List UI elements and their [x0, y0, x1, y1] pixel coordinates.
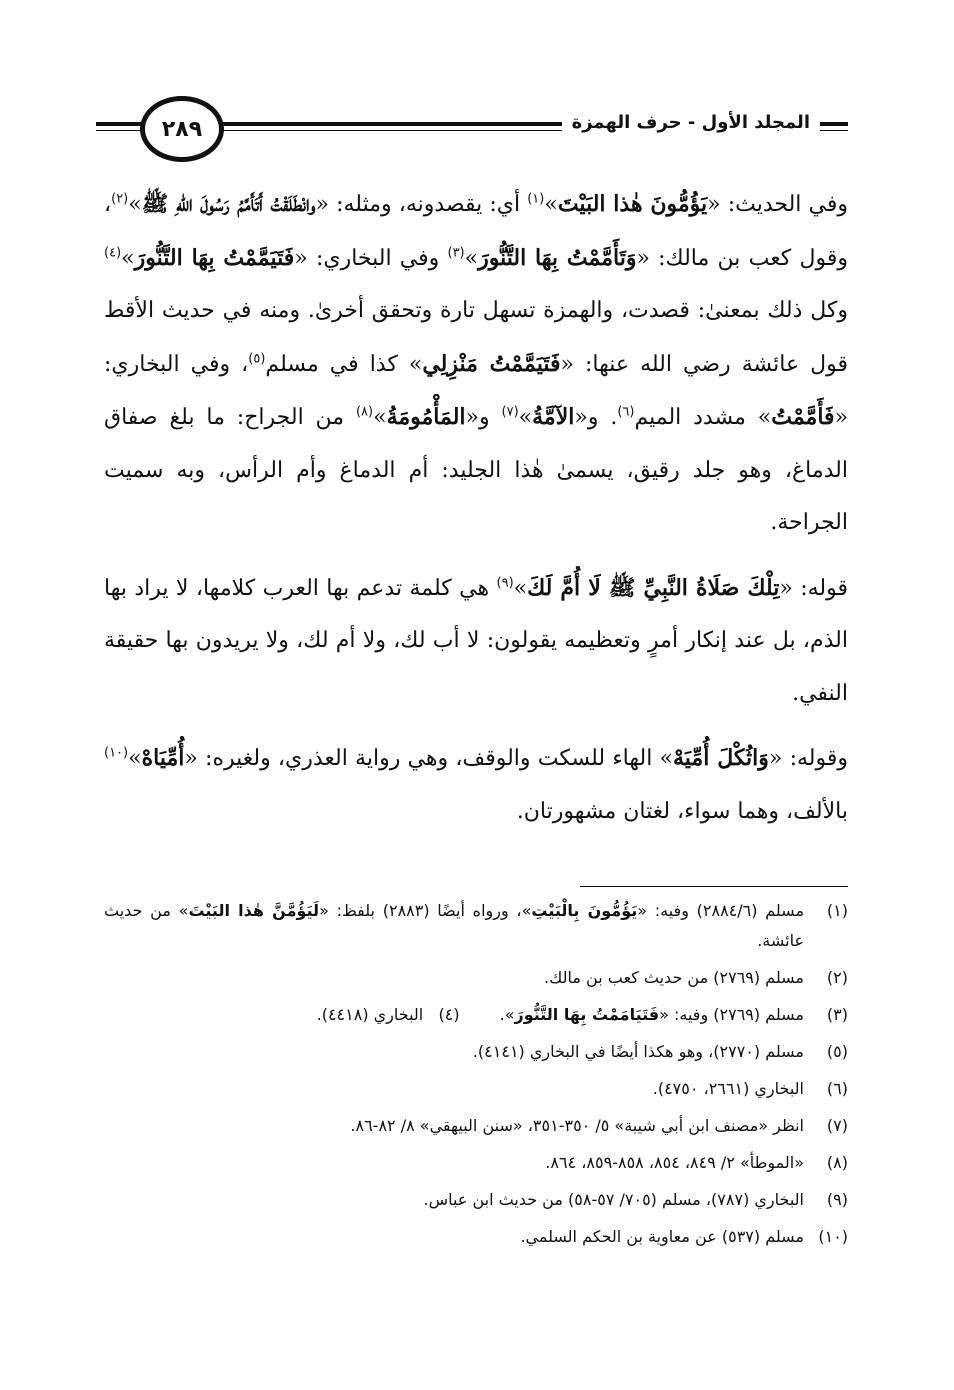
footnote-text: انظر «مصنف ابن أبي شيبة» ٥/ ٣٥٠-٣٥١، «سنن البيهقي» ٨/ ٨٢-٨٦.: [350, 1116, 804, 1135]
main-text: [104, 178, 848, 838]
text-run: »: [513, 575, 528, 601]
hadith-quote: يَؤُمُّونَ هٰذا البَيْتَ: [557, 191, 708, 217]
footnote-text: [104, 896, 804, 956]
paragraph-3: [104, 732, 848, 838]
hadith-quote: وانْطَلَقْتُ أَتَأَمَّمُ رَسُولَ اللهِ ﷺ: [141, 191, 316, 217]
footnote-number: (٤): [438, 1005, 460, 1024]
text-run: وكل ذلك بمعنىٰ: قصدت، والهمزة تسهل تارة وتحقق أخرىٰ. ومنه في حديث الأقط قول عائشة رضي الله عنها: «: [104, 298, 848, 377]
footnote-text: البخاري (٧٨٧)، مسلم (٧٠٥/ ٥٧-٥٨) من حديث ابن عباس.: [423, 1190, 804, 1209]
footnote-number: (٧): [826, 1116, 848, 1135]
footnote-10: [104, 1222, 848, 1252]
text-run: و«: [465, 405, 502, 430]
text-run: »: [128, 746, 142, 771]
text-run: »: [464, 245, 479, 271]
footnote-ref: (١٠): [104, 745, 129, 761]
footnote-ref: (٦): [617, 404, 635, 420]
text-run: »: [373, 405, 387, 430]
hadith-quote: تِلْكَ صَلَاةُ النَّبِيِّ ﷺ لَا أُمَّ لَكَ: [527, 574, 780, 601]
footnote-ref: (٥): [248, 351, 266, 367]
text-run: وفي الحديث: «: [707, 192, 848, 217]
text-run: قوله: «: [779, 575, 848, 601]
footnote-ref: (٨): [355, 404, 374, 420]
text-run: ».: [499, 1005, 515, 1024]
text-run: »: [518, 405, 533, 430]
hadith-quote: الآمَّةُ: [532, 404, 575, 430]
hadith-quote: فَتَيَامَمْتُ بِهَا التَّنُّورَ: [514, 1005, 660, 1024]
text-run: »: [544, 192, 558, 217]
hadith-quote: فَتَيَمَّمْتُ مَنْزِلِي: [422, 350, 561, 377]
page-number: ٢٨٩: [140, 96, 224, 162]
text-run: » الهاء للسكت والوقف، وهي رواية العذري، ولغيره: «: [184, 746, 673, 771]
hadith-quote: لَيَؤُمَّنَّ هٰذا البَيْتَ: [188, 901, 320, 920]
hadith-quote: يَؤُمُّونَ بِالْبَيْتِ: [531, 901, 638, 920]
footnote-number: (٩): [826, 1190, 848, 1209]
text-run: » كذا في مسلم: [265, 351, 423, 377]
footnote-text: مسلم (٥٣٧) عن معاوية بن الحكم السلمي.: [520, 1227, 804, 1246]
footnote-number: (٨): [826, 1153, 848, 1172]
hadith-quote: فَأَمَّمْتُ: [771, 404, 835, 430]
footnote-9: [104, 1185, 848, 1215]
footnote-text: مسلم (٢٧٧٠)، وهو هكذا أيضًا في البخاري (٤١٤١).: [472, 1042, 804, 1061]
footnote-text: مسلم (٢٧٦٩) من حديث كعب بن مالك.: [544, 968, 804, 987]
running-title: المجلد الأول - حرف الهمزة: [562, 112, 820, 133]
hadith-quote: وَتَأَمَّمْتُ بِهَا التَّنُّورَ: [478, 244, 637, 271]
footnote-text: [104, 1000, 804, 1030]
hadith-quote: فَتَيَمَّمْتُ بِهَا التَّنُّورَ: [134, 244, 295, 271]
footnote-7: [104, 1111, 848, 1141]
text-run: من الجراح: ما بلغ صفاق الدماغ، وهو جلد رقيق، يسمىٰ هٰذا الجليد: أم الدماغ وأم الرأس، وبه سميت الجراحة.: [104, 405, 848, 535]
footnote-8: [104, 1148, 848, 1178]
footnote-separator: [580, 886, 848, 887]
text-run: ، وفي البخاري: «: [104, 351, 849, 430]
text-run: وقوله: «: [768, 746, 848, 771]
footnote-ref: (٢): [111, 191, 129, 207]
footnote-1: [104, 896, 848, 956]
hadith-quote: أُمِّيَاهْ: [141, 745, 185, 771]
footnote-ref: (٧): [501, 404, 519, 420]
footnote-ref: (٣): [447, 245, 465, 261]
footnote-6: [104, 1074, 848, 1104]
footnote-text: البخاري (٢٦٦١، ٤٧٥٠).: [652, 1079, 804, 1098]
text-run: البخاري (٤٤١٨).: [316, 1005, 424, 1024]
text-run: » من حديث عائشة.: [104, 901, 804, 950]
text-run: أي: يقصدونه، ومثله: «: [315, 192, 528, 217]
text-run: . و«: [574, 405, 618, 430]
text-run: ، وقول كعب بن مالك: «: [104, 192, 848, 271]
text-run: مسلم (٢٧٦٩) وفيه: «: [659, 1005, 804, 1024]
text-run: وفي البخاري: «: [294, 245, 448, 271]
footnote-3: [104, 1000, 848, 1030]
footnote-number: (١٠): [818, 1227, 848, 1246]
footnote-5: [104, 1037, 848, 1067]
footnote-number: (٦): [826, 1079, 848, 1098]
hadith-quote: وَاثُكْلَ أُمِّيَهْ: [673, 745, 769, 771]
page-header: [96, 88, 848, 168]
footnote-number: (١): [826, 901, 848, 920]
footnotes: [104, 896, 848, 1259]
text-run: »: [128, 192, 142, 217]
paragraph-1: [104, 178, 848, 550]
footnote-number: (٢): [826, 968, 848, 987]
text-run: هي كلمة تدعم بها العرب كلامها، لا يراد بها الذم، بل عند إنكار أمرٍ وتعظيمه يقولون: لا أب لك، ولا أم لك، ولا يريدون بها حقيقة النفي.: [104, 575, 848, 706]
spacer: [423, 1005, 438, 1024]
footnote-text: «الموطأ» ٢/ ٨٤٩، ٨٥٤، ٨٥٨-٨٥٩، ٨٦٤.: [545, 1153, 804, 1172]
footnote-2: [104, 963, 848, 993]
text-run: »، ورواه أيضًا (٢٨٨٣) بلفظ: «: [319, 901, 532, 920]
paragraph-2: [104, 562, 848, 721]
text-run: بالألف، وهما سواء، لغتان مشهورتان.: [516, 798, 848, 824]
footnote-number: (٣): [826, 1005, 848, 1024]
text-run: » مشدد الميم: [634, 405, 772, 430]
text-run: مسلم (٢٨٨٤/٦) وفيه: «: [637, 901, 805, 920]
footnote-ref: (٤): [104, 245, 122, 261]
footnote-ref: (١): [527, 191, 545, 207]
footnote-number: (٥): [826, 1042, 848, 1061]
hadith-quote: المَأْمُومَةُ: [386, 404, 466, 430]
text-run: »: [121, 245, 135, 271]
footnote-ref: (٩): [496, 575, 514, 591]
